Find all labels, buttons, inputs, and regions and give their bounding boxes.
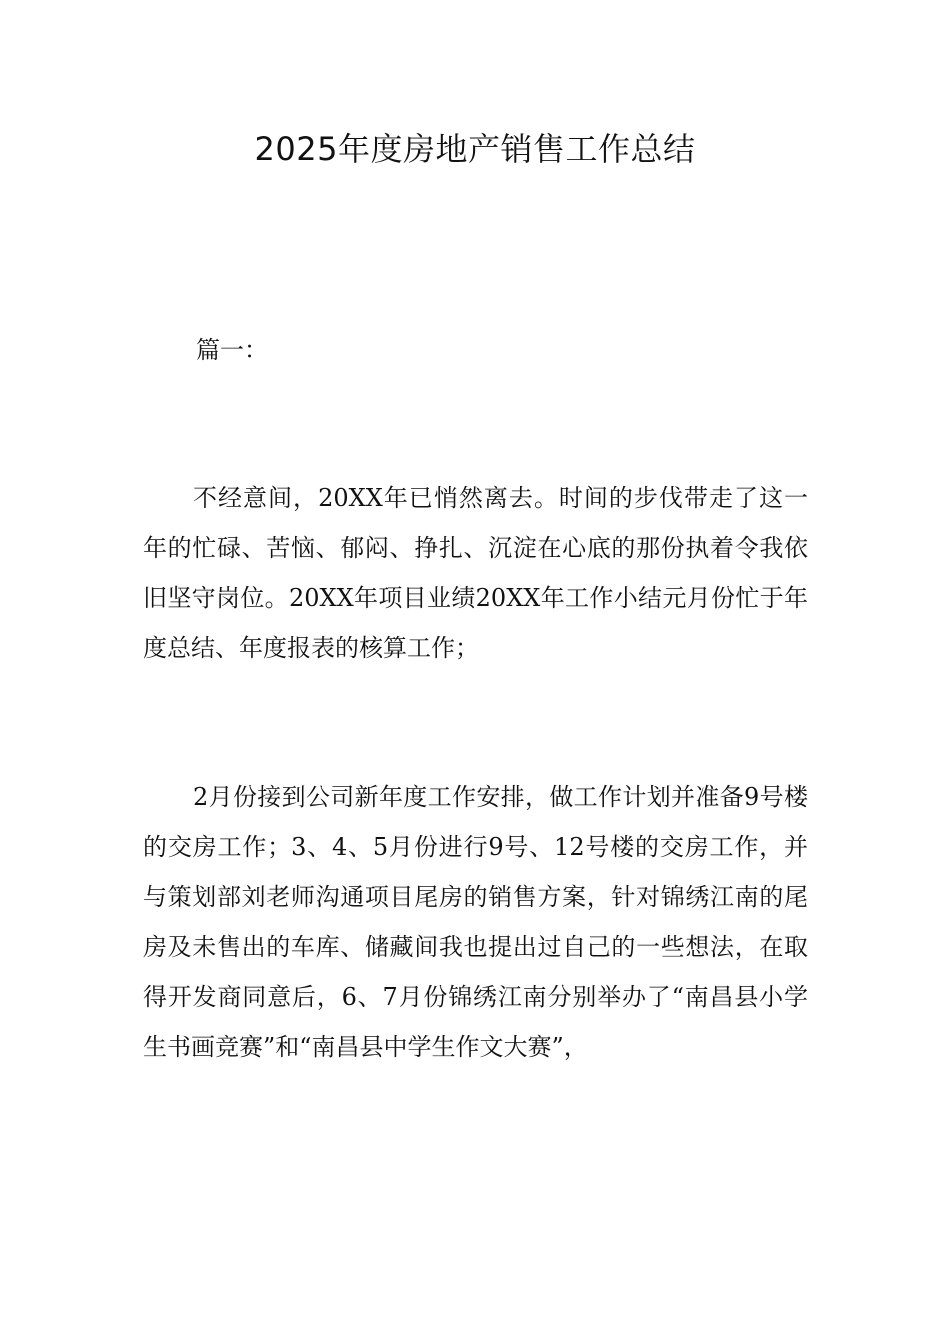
- section-label: 篇一：: [196, 336, 268, 364]
- document-title: 2025年度房地产销售工作总结: [254, 130, 696, 168]
- paragraph-1: 不经意间，20XX年已悄然离去。时间的步伐带走了这一年的忙碌、苦恼、郁闷、挣扎、沉淀在心底的那份执着令我依旧坚守岗位。20XX年项目业绩20XX年工作小结元月份忙于年度总结、年度报表的核算工作；: [143, 484, 808, 662]
- paragraph-2: 2月份接到公司新年度工作安排，做工作计划并准备9号楼的交房工作；3、4、5月份进行9号、12号楼的交房工作，并与策划部刘老师沟通项目尾房的销售方案，针对锦绣江南的尾房及未售出的车库、储藏间我也提出过自己的一些想法，在取得开发商同意后，6、7月份锦绣江南分别举办了“南昌县小学生书画竞赛”和“南昌县中学生作文大赛”，: [143, 783, 808, 1061]
